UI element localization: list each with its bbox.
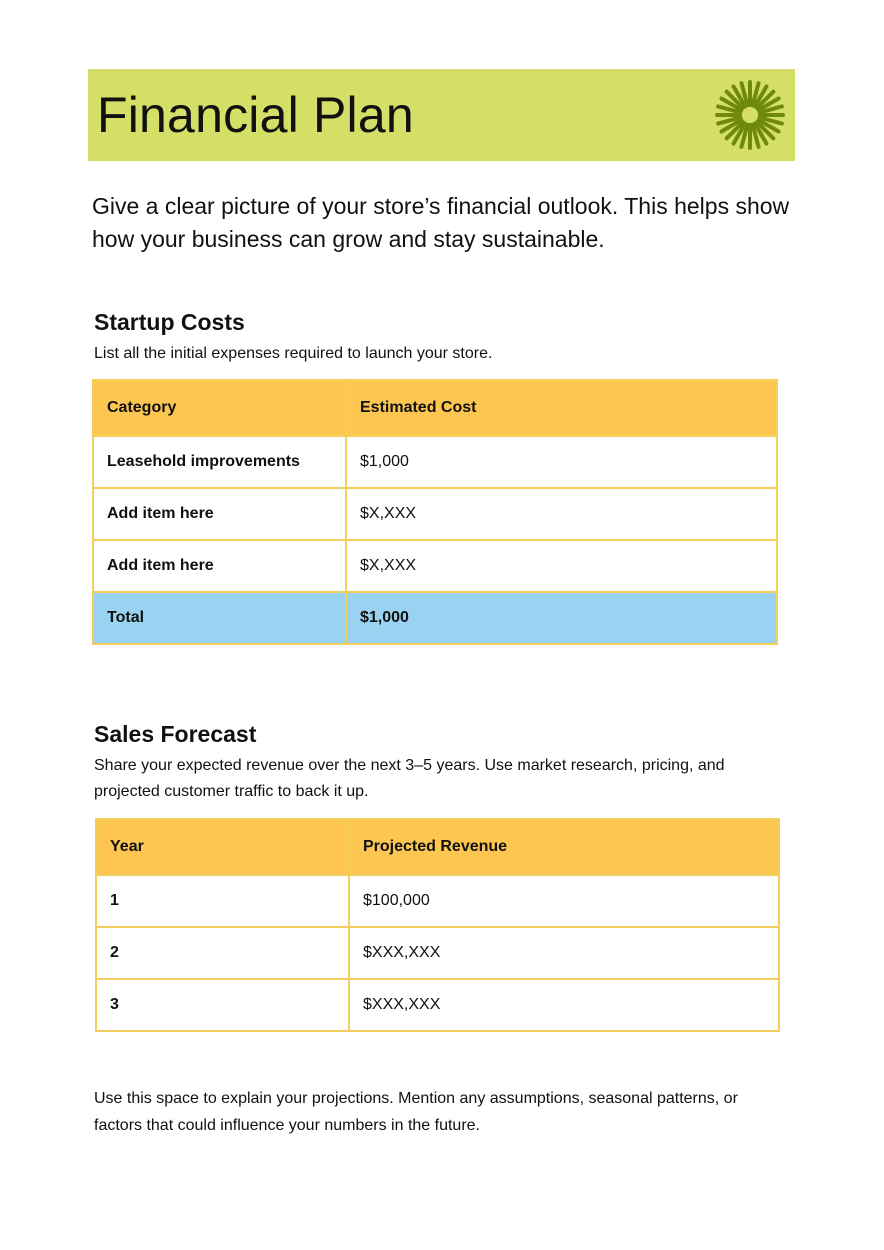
revenue-cell: $XXX,XXX [349,979,779,1031]
category-cell: Add item here [93,540,346,592]
column-header-projected-revenue: Projected Revenue [349,819,779,875]
year-cell: 3 [96,979,349,1031]
table-row [96,979,779,1031]
table-row [96,875,779,927]
cost-cell: $1,000 [346,436,777,488]
startup-costs-table [92,379,778,645]
category-cell: Leasehold improvements [93,436,346,488]
column-header-year: Year [96,819,349,875]
cost-cell: $X,XXX [346,540,777,592]
table-row [96,927,779,979]
sales-forecast-heading: Sales Forecast [94,721,257,747]
table-header-row [96,819,779,875]
startup-costs-description: List all the initial expenses required to launch your store. [94,345,493,362]
sun-burst-icon [715,80,785,150]
revenue-cell: $XXX,XXX [349,927,779,979]
total-label: Total [93,592,346,644]
total-value: $1,000 [346,592,777,644]
sales-forecast-table [95,818,780,1032]
year-cell: 1 [96,875,349,927]
year-cell: 2 [96,927,349,979]
total-row [93,592,777,644]
table-header-row [93,380,777,436]
title-banner [88,69,795,161]
table-row [93,540,777,592]
column-header-estimated-cost: Estimated Cost [346,380,777,436]
revenue-cell: $100,000 [349,875,779,927]
cost-cell: $X,XXX [346,488,777,540]
sales-forecast-description: Share your expected revenue over the next 3–5 years. Use market research, pricing, and projected customer traffic to back it up. [94,757,725,800]
column-header-category: Category [93,380,346,436]
intro-paragraph: Give a clear picture of your store’s financial outlook. This helps show how your business can grow and stay sustainable. [92,193,790,252]
table-row [93,436,777,488]
category-cell: Add item here [93,488,346,540]
table-row [93,488,777,540]
projections-notes: Use this space to explain your projections. Mention any assumptions, seasonal patterns, or factors that could influence your numbers in the future. [94,1090,738,1134]
page-title: Financial Plan [97,87,414,143]
startup-costs-heading: Startup Costs [94,309,245,335]
